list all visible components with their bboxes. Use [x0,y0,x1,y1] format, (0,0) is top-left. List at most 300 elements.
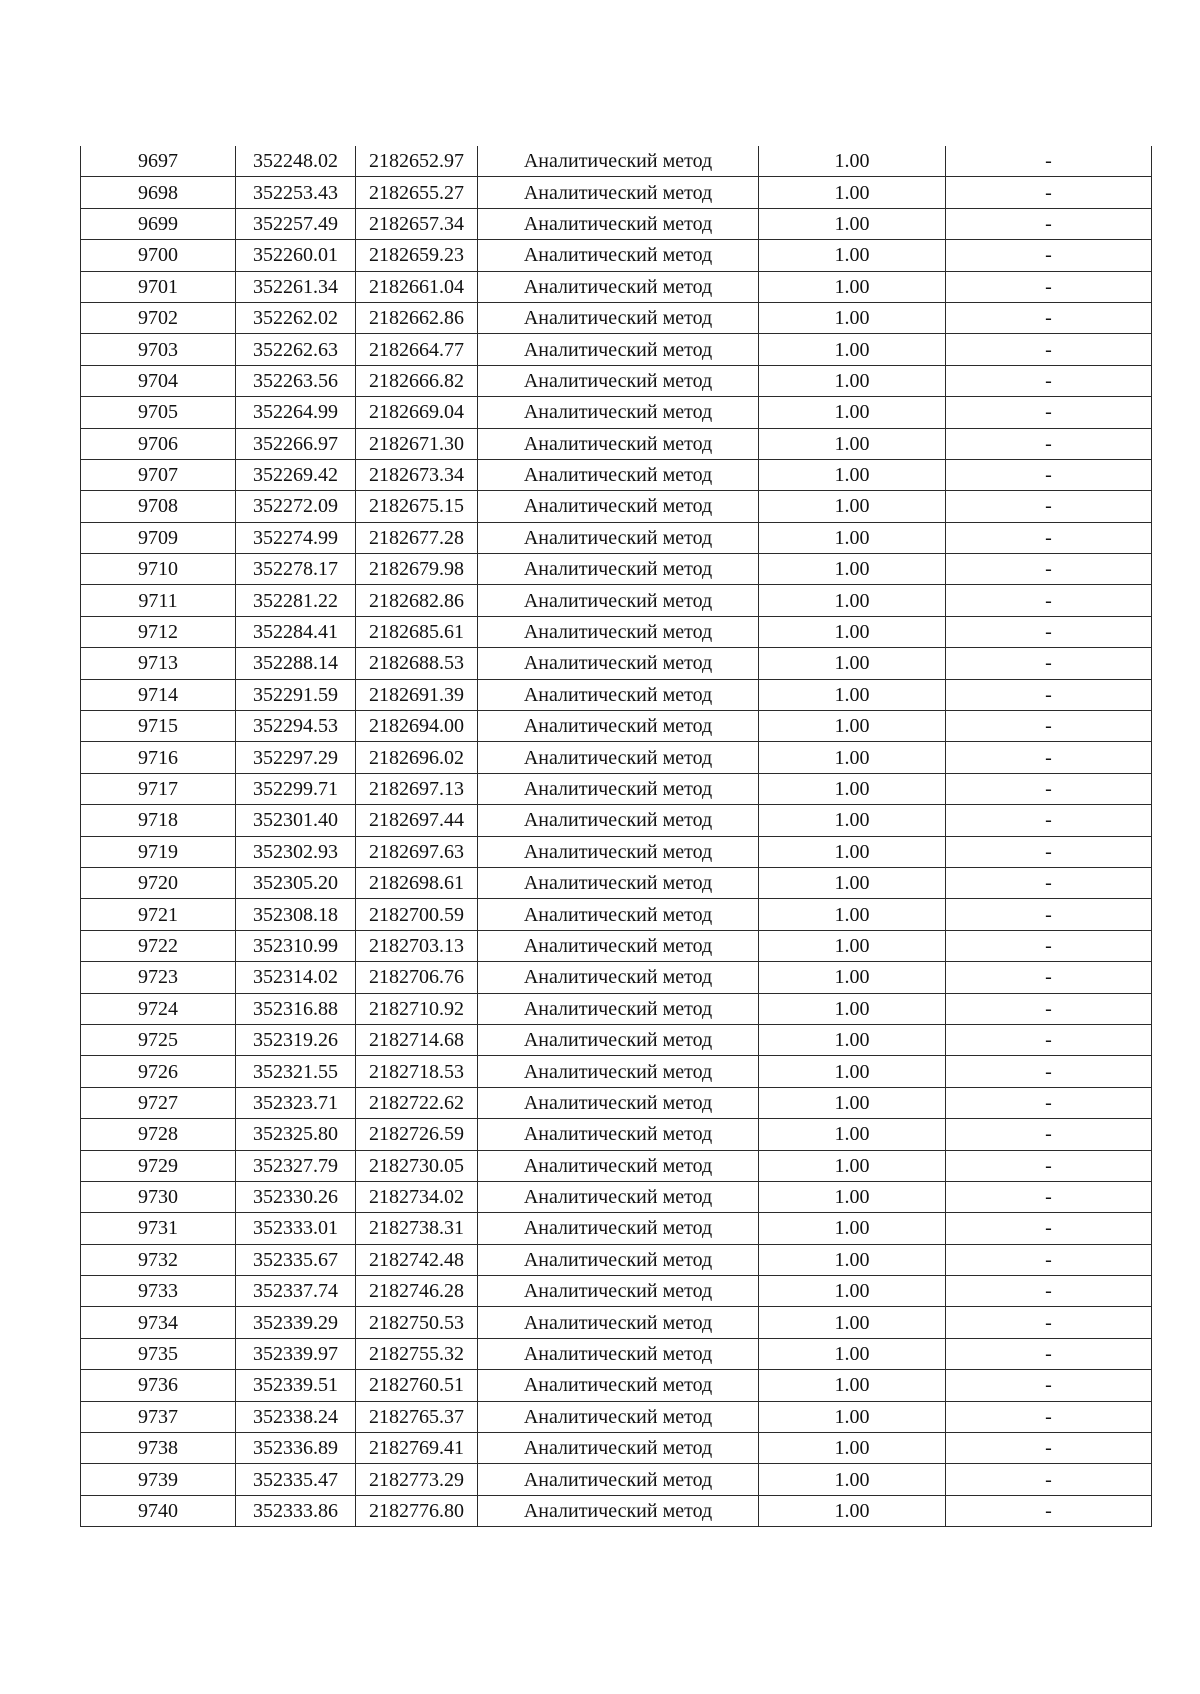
point-number-cell: 9717 [81,773,236,804]
point-number-cell: 9715 [81,711,236,742]
accuracy-cell: 1.00 [759,334,946,365]
accuracy-cell: 1.00 [759,648,946,679]
table-row [81,1276,1152,1307]
table-row [81,1213,1152,1244]
method-cell: Аналитический метод [478,1024,759,1055]
y-coordinate-cell: 2182750.53 [356,1307,478,1338]
table-row [81,522,1152,553]
table-row [81,1338,1152,1369]
point-number-cell: 9734 [81,1307,236,1338]
accuracy-cell: 1.00 [759,1119,946,1150]
point-number-cell: 9725 [81,1024,236,1055]
point-number-cell: 9723 [81,962,236,993]
table-row [81,1119,1152,1150]
accuracy-cell: 1.00 [759,397,946,428]
table-row [81,1370,1152,1401]
note-cell: - [946,1119,1152,1150]
method-cell: Аналитический метод [478,1338,759,1369]
accuracy-cell: 1.00 [759,1150,946,1181]
accuracy-cell: 1.00 [759,1495,946,1526]
x-coordinate-cell: 352308.18 [236,899,356,930]
note-cell: - [946,1056,1152,1087]
note-cell: - [946,805,1152,836]
x-coordinate-cell: 352325.80 [236,1119,356,1150]
x-coordinate-cell: 352272.09 [236,491,356,522]
table-row [81,177,1152,208]
point-number-cell: 9713 [81,648,236,679]
method-cell: Аналитический метод [478,1276,759,1307]
table-row [81,773,1152,804]
x-coordinate-cell: 352260.01 [236,240,356,271]
note-cell: - [946,1401,1152,1432]
table-row [81,585,1152,616]
table-row [81,1244,1152,1275]
accuracy-cell: 1.00 [759,240,946,271]
method-cell: Аналитический метод [478,1213,759,1244]
x-coordinate-cell: 352288.14 [236,648,356,679]
point-number-cell: 9737 [81,1401,236,1432]
y-coordinate-cell: 2182726.59 [356,1119,478,1150]
table-row [81,1056,1152,1087]
table-row [81,1024,1152,1055]
note-cell: - [946,146,1152,177]
table-row [81,993,1152,1024]
point-number-cell: 9730 [81,1181,236,1212]
table-row [81,867,1152,898]
point-number-cell: 9698 [81,177,236,208]
table-row [81,146,1152,177]
note-cell: - [946,491,1152,522]
y-coordinate-cell: 2182659.23 [356,240,478,271]
point-number-cell: 9709 [81,522,236,553]
method-cell: Аналитический метод [478,271,759,302]
accuracy-cell: 1.00 [759,1401,946,1432]
y-coordinate-cell: 2182657.34 [356,208,478,239]
method-cell: Аналитический метод [478,648,759,679]
table-row [81,208,1152,239]
y-coordinate-cell: 2182769.41 [356,1433,478,1464]
table-row [81,1181,1152,1212]
table-row [81,240,1152,271]
x-coordinate-cell: 352274.99 [236,522,356,553]
x-coordinate-cell: 352327.79 [236,1150,356,1181]
x-coordinate-cell: 352261.34 [236,271,356,302]
y-coordinate-cell: 2182662.86 [356,302,478,333]
table-row [81,1401,1152,1432]
point-number-cell: 9710 [81,554,236,585]
accuracy-cell: 1.00 [759,1370,946,1401]
method-cell: Аналитический метод [478,585,759,616]
note-cell: - [946,993,1152,1024]
note-cell: - [946,1276,1152,1307]
note-cell: - [946,177,1152,208]
note-cell: - [946,428,1152,459]
accuracy-cell: 1.00 [759,585,946,616]
note-cell: - [946,522,1152,553]
note-cell: - [946,271,1152,302]
y-coordinate-cell: 2182675.15 [356,491,478,522]
table-row [81,648,1152,679]
method-cell: Аналитический метод [478,1495,759,1526]
accuracy-cell: 1.00 [759,773,946,804]
x-coordinate-cell: 352336.89 [236,1433,356,1464]
y-coordinate-cell: 2182706.76 [356,962,478,993]
note-cell: - [946,1464,1152,1495]
x-coordinate-cell: 352321.55 [236,1056,356,1087]
note-cell: - [946,930,1152,961]
point-number-cell: 9735 [81,1338,236,1369]
table-row [81,836,1152,867]
x-coordinate-cell: 352262.63 [236,334,356,365]
note-cell: - [946,1307,1152,1338]
point-number-cell: 9731 [81,1213,236,1244]
method-cell: Аналитический метод [478,805,759,836]
accuracy-cell: 1.00 [759,146,946,177]
x-coordinate-cell: 352316.88 [236,993,356,1024]
y-coordinate-cell: 2182697.63 [356,836,478,867]
x-coordinate-cell: 352314.02 [236,962,356,993]
y-coordinate-cell: 2182652.97 [356,146,478,177]
note-cell: - [946,365,1152,396]
accuracy-cell: 1.00 [759,271,946,302]
y-coordinate-cell: 2182698.61 [356,867,478,898]
accuracy-cell: 1.00 [759,962,946,993]
table-row [81,930,1152,961]
method-cell: Аналитический метод [478,1370,759,1401]
x-coordinate-cell: 352339.29 [236,1307,356,1338]
method-cell: Аналитический метод [478,867,759,898]
accuracy-cell: 1.00 [759,616,946,647]
y-coordinate-cell: 2182691.39 [356,679,478,710]
accuracy-cell: 1.00 [759,522,946,553]
table-row [81,491,1152,522]
note-cell: - [946,711,1152,742]
table-row [81,679,1152,710]
note-cell: - [946,1244,1152,1275]
point-number-cell: 9729 [81,1150,236,1181]
y-coordinate-cell: 2182661.04 [356,271,478,302]
x-coordinate-cell: 352253.43 [236,177,356,208]
table-row [81,1433,1152,1464]
y-coordinate-cell: 2182738.31 [356,1213,478,1244]
table-row [81,742,1152,773]
y-coordinate-cell: 2182655.27 [356,177,478,208]
x-coordinate-cell: 352339.97 [236,1338,356,1369]
x-coordinate-cell: 352338.24 [236,1401,356,1432]
point-number-cell: 9740 [81,1495,236,1526]
y-coordinate-cell: 2182718.53 [356,1056,478,1087]
x-coordinate-cell: 352302.93 [236,836,356,867]
note-cell: - [946,962,1152,993]
method-cell: Аналитический метод [478,711,759,742]
point-number-cell: 9722 [81,930,236,961]
note-cell: - [946,773,1152,804]
point-number-cell: 9707 [81,459,236,490]
table-row [81,302,1152,333]
accuracy-cell: 1.00 [759,1181,946,1212]
method-cell: Аналитический метод [478,616,759,647]
accuracy-cell: 1.00 [759,899,946,930]
accuracy-cell: 1.00 [759,711,946,742]
method-cell: Аналитический метод [478,240,759,271]
point-number-cell: 9702 [81,302,236,333]
x-coordinate-cell: 352248.02 [236,146,356,177]
x-coordinate-cell: 352335.67 [236,1244,356,1275]
table-row [81,962,1152,993]
y-coordinate-cell: 2182742.48 [356,1244,478,1275]
y-coordinate-cell: 2182765.37 [356,1401,478,1432]
method-cell: Аналитический метод [478,899,759,930]
point-number-cell: 9701 [81,271,236,302]
method-cell: Аналитический метод [478,1119,759,1150]
x-coordinate-cell: 352284.41 [236,616,356,647]
point-number-cell: 9724 [81,993,236,1024]
y-coordinate-cell: 2182688.53 [356,648,478,679]
accuracy-cell: 1.00 [759,679,946,710]
y-coordinate-cell: 2182773.29 [356,1464,478,1495]
method-cell: Аналитический метод [478,1150,759,1181]
method-cell: Аналитический метод [478,1401,759,1432]
x-coordinate-cell: 352269.42 [236,459,356,490]
coordinates-table [80,146,1152,1527]
note-cell: - [946,1213,1152,1244]
accuracy-cell: 1.00 [759,1213,946,1244]
accuracy-cell: 1.00 [759,1056,946,1087]
note-cell: - [946,459,1152,490]
coordinates-table-body [81,146,1152,1527]
table-row [81,1150,1152,1181]
x-coordinate-cell: 352319.26 [236,1024,356,1055]
method-cell: Аналитический метод [478,365,759,396]
note-cell: - [946,679,1152,710]
accuracy-cell: 1.00 [759,1244,946,1275]
method-cell: Аналитический метод [478,146,759,177]
method-cell: Аналитический метод [478,1433,759,1464]
table-row [81,1087,1152,1118]
point-number-cell: 9739 [81,1464,236,1495]
accuracy-cell: 1.00 [759,836,946,867]
method-cell: Аналитический метод [478,177,759,208]
note-cell: - [946,397,1152,428]
method-cell: Аналитический метод [478,302,759,333]
point-number-cell: 9716 [81,742,236,773]
x-coordinate-cell: 352263.56 [236,365,356,396]
method-cell: Аналитический метод [478,554,759,585]
point-number-cell: 9711 [81,585,236,616]
note-cell: - [946,648,1152,679]
accuracy-cell: 1.00 [759,1087,946,1118]
note-cell: - [946,334,1152,365]
point-number-cell: 9714 [81,679,236,710]
accuracy-cell: 1.00 [759,365,946,396]
x-coordinate-cell: 352333.01 [236,1213,356,1244]
x-coordinate-cell: 352323.71 [236,1087,356,1118]
x-coordinate-cell: 352257.49 [236,208,356,239]
method-cell: Аналитический метод [478,1464,759,1495]
note-cell: - [946,742,1152,773]
y-coordinate-cell: 2182734.02 [356,1181,478,1212]
accuracy-cell: 1.00 [759,742,946,773]
table-row [81,711,1152,742]
x-coordinate-cell: 352299.71 [236,773,356,804]
point-number-cell: 9705 [81,397,236,428]
note-cell: - [946,585,1152,616]
note-cell: - [946,1150,1152,1181]
point-number-cell: 9719 [81,836,236,867]
note-cell: - [946,836,1152,867]
accuracy-cell: 1.00 [759,805,946,836]
x-coordinate-cell: 352266.97 [236,428,356,459]
point-number-cell: 9697 [81,146,236,177]
point-number-cell: 9726 [81,1056,236,1087]
x-coordinate-cell: 352335.47 [236,1464,356,1495]
accuracy-cell: 1.00 [759,1276,946,1307]
note-cell: - [946,240,1152,271]
x-coordinate-cell: 352262.02 [236,302,356,333]
note-cell: - [946,1338,1152,1369]
accuracy-cell: 1.00 [759,867,946,898]
point-number-cell: 9712 [81,616,236,647]
point-number-cell: 9721 [81,899,236,930]
y-coordinate-cell: 2182714.68 [356,1024,478,1055]
y-coordinate-cell: 2182673.34 [356,459,478,490]
y-coordinate-cell: 2182669.04 [356,397,478,428]
y-coordinate-cell: 2182682.86 [356,585,478,616]
note-cell: - [946,1495,1152,1526]
table-row [81,365,1152,396]
y-coordinate-cell: 2182760.51 [356,1370,478,1401]
x-coordinate-cell: 352301.40 [236,805,356,836]
table-row [81,1464,1152,1495]
method-cell: Аналитический метод [478,1087,759,1118]
method-cell: Аналитический метод [478,1244,759,1275]
point-number-cell: 9738 [81,1433,236,1464]
y-coordinate-cell: 2182722.62 [356,1087,478,1118]
y-coordinate-cell: 2182700.59 [356,899,478,930]
method-cell: Аналитический метод [478,836,759,867]
point-number-cell: 9718 [81,805,236,836]
accuracy-cell: 1.00 [759,993,946,1024]
method-cell: Аналитический метод [478,930,759,961]
point-number-cell: 9727 [81,1087,236,1118]
table-row [81,1307,1152,1338]
note-cell: - [946,867,1152,898]
y-coordinate-cell: 2182697.44 [356,805,478,836]
method-cell: Аналитический метод [478,491,759,522]
table-row [81,459,1152,490]
x-coordinate-cell: 352281.22 [236,585,356,616]
point-number-cell: 9706 [81,428,236,459]
x-coordinate-cell: 352297.29 [236,742,356,773]
point-number-cell: 9704 [81,365,236,396]
point-number-cell: 9703 [81,334,236,365]
table-row [81,554,1152,585]
accuracy-cell: 1.00 [759,1464,946,1495]
accuracy-cell: 1.00 [759,459,946,490]
method-cell: Аналитический метод [478,1056,759,1087]
x-coordinate-cell: 352339.51 [236,1370,356,1401]
note-cell: - [946,1087,1152,1118]
point-number-cell: 9700 [81,240,236,271]
accuracy-cell: 1.00 [759,554,946,585]
accuracy-cell: 1.00 [759,1024,946,1055]
x-coordinate-cell: 352330.26 [236,1181,356,1212]
note-cell: - [946,616,1152,647]
method-cell: Аналитический метод [478,522,759,553]
method-cell: Аналитический метод [478,459,759,490]
accuracy-cell: 1.00 [759,208,946,239]
x-coordinate-cell: 352278.17 [236,554,356,585]
note-cell: - [946,554,1152,585]
y-coordinate-cell: 2182703.13 [356,930,478,961]
y-coordinate-cell: 2182694.00 [356,711,478,742]
accuracy-cell: 1.00 [759,930,946,961]
y-coordinate-cell: 2182679.98 [356,554,478,585]
x-coordinate-cell: 352264.99 [236,397,356,428]
x-coordinate-cell: 352291.59 [236,679,356,710]
method-cell: Аналитический метод [478,208,759,239]
note-cell: - [946,1024,1152,1055]
note-cell: - [946,1433,1152,1464]
accuracy-cell: 1.00 [759,1433,946,1464]
method-cell: Аналитический метод [478,428,759,459]
y-coordinate-cell: 2182755.32 [356,1338,478,1369]
point-number-cell: 9728 [81,1119,236,1150]
note-cell: - [946,1370,1152,1401]
y-coordinate-cell: 2182697.13 [356,773,478,804]
accuracy-cell: 1.00 [759,177,946,208]
point-number-cell: 9736 [81,1370,236,1401]
table-row [81,334,1152,365]
accuracy-cell: 1.00 [759,428,946,459]
note-cell: - [946,1181,1152,1212]
accuracy-cell: 1.00 [759,1338,946,1369]
note-cell: - [946,899,1152,930]
method-cell: Аналитический метод [478,397,759,428]
y-coordinate-cell: 2182710.92 [356,993,478,1024]
x-coordinate-cell: 352337.74 [236,1276,356,1307]
x-coordinate-cell: 352310.99 [236,930,356,961]
table-row [81,899,1152,930]
table-row [81,1495,1152,1526]
accuracy-cell: 1.00 [759,302,946,333]
y-coordinate-cell: 2182671.30 [356,428,478,459]
y-coordinate-cell: 2182664.77 [356,334,478,365]
x-coordinate-cell: 352305.20 [236,867,356,898]
y-coordinate-cell: 2182730.05 [356,1150,478,1181]
y-coordinate-cell: 2182746.28 [356,1276,478,1307]
y-coordinate-cell: 2182677.28 [356,522,478,553]
point-number-cell: 9732 [81,1244,236,1275]
method-cell: Аналитический метод [478,679,759,710]
method-cell: Аналитический метод [478,773,759,804]
x-coordinate-cell: 352333.86 [236,1495,356,1526]
method-cell: Аналитический метод [478,334,759,365]
y-coordinate-cell: 2182685.61 [356,616,478,647]
table-row [81,805,1152,836]
point-number-cell: 9720 [81,867,236,898]
y-coordinate-cell: 2182696.02 [356,742,478,773]
accuracy-cell: 1.00 [759,1307,946,1338]
note-cell: - [946,208,1152,239]
y-coordinate-cell: 2182666.82 [356,365,478,396]
table-row [81,428,1152,459]
method-cell: Аналитический метод [478,993,759,1024]
method-cell: Аналитический метод [478,1307,759,1338]
method-cell: Аналитический метод [478,962,759,993]
table-row [81,271,1152,302]
point-number-cell: 9708 [81,491,236,522]
